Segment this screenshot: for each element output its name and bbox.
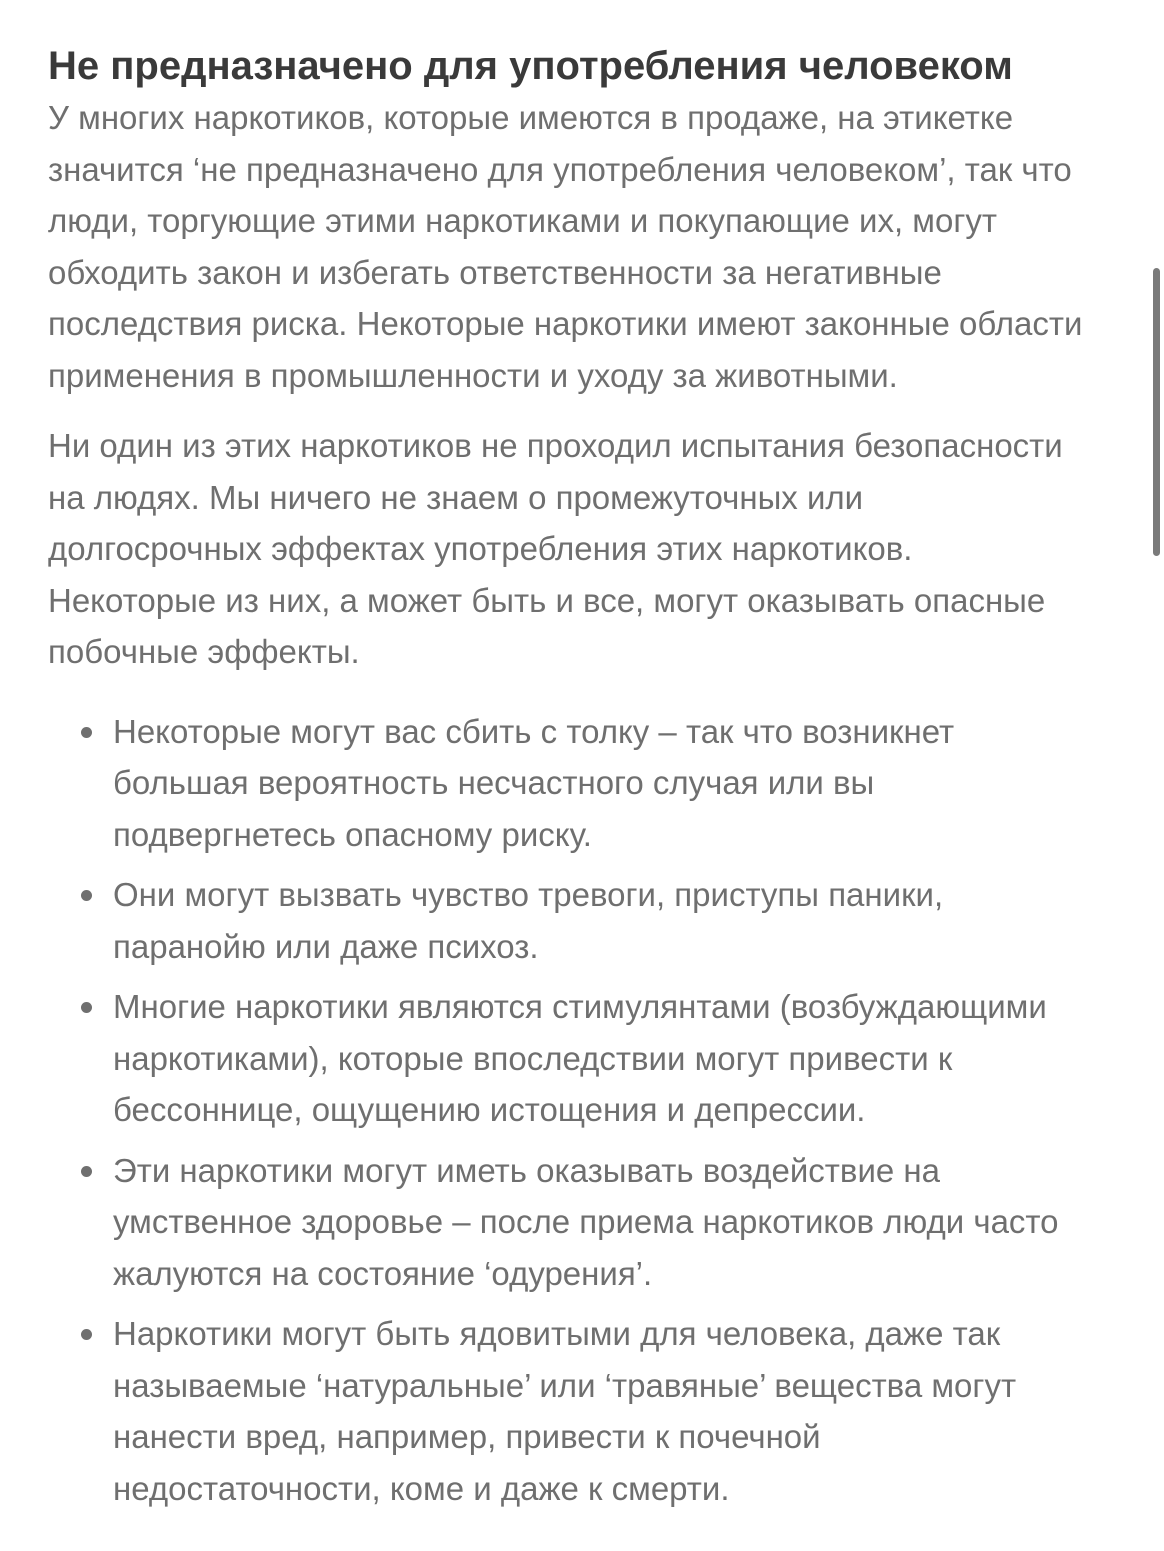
list-item [48, 1145, 1160, 1300]
list-item-line: Наркотики могут быть ядовитыми для человека, даже так [113, 1315, 1001, 1352]
list-item-line: Они могут вызвать чувство тревоги, приступы паники, [113, 876, 944, 913]
list-item [48, 706, 1160, 861]
safety-paragraph [48, 420, 1160, 678]
list-item-line: бессоннице, ощущению истощения и депрессии. [113, 1091, 866, 1128]
list-item-line: нанести вред, например, привести к почечной [113, 1418, 821, 1455]
list-item-line: Эти наркотики могут иметь оказывать воздействие на [113, 1151, 940, 1189]
paragraph-line: значится ‘не предназначено для употребления человеком’, так что [48, 150, 1072, 188]
list-item-line: называемые ‘натуральные’ или ‘травяные’ вещества могут [113, 1366, 1017, 1404]
list-item-line: Некоторые могут вас сбить с толку – так что возникнет [113, 712, 955, 750]
list-item-line: подвергнетесь опасному риску. [113, 815, 592, 853]
list-item-line: Многие наркотики являются стимулянтами (возбуждающими [113, 988, 1047, 1025]
list-item-line: большая вероятность несчастного случая или вы [113, 764, 875, 801]
bullet-icon [81, 1002, 92, 1013]
paragraph-line: побочные эффекты. [48, 633, 360, 670]
article [48, 40, 1160, 1523]
paragraph-line: люди, торгующие этими наркотиками и покупающие их, могут [48, 202, 997, 239]
intro-paragraph [48, 92, 1160, 401]
section-heading: Не предназначено для употребления человеком [48, 44, 1013, 88]
paragraph-line: применения в промышленности и уходу за животными. [48, 356, 898, 394]
paragraph-line: последствия риска. Некоторые наркотики имеют законные области [48, 305, 1083, 342]
bullet-icon [81, 1166, 92, 1177]
list-item [48, 869, 1160, 972]
list-item-line: наркотиками), которые впоследствии могут привести к [113, 1039, 953, 1077]
paragraph-line: У многих наркотиков, которые имеются в продаже, на этикетке [48, 99, 1014, 136]
list-item-line: недостаточности, коме и даже к смерти. [113, 1469, 730, 1507]
list-item [48, 1308, 1160, 1514]
list-item-line: жалуются на состояние ‘одурения’. [113, 1254, 653, 1292]
paragraph-line: Некоторые из них, а может быть и все, могут оказывать опасные [48, 581, 1046, 619]
paragraph-line: обходить закон и избегать ответственности за негативные [48, 253, 942, 291]
bullet-icon [81, 1329, 92, 1340]
vertical-scrollbar[interactable] [1153, 268, 1160, 556]
paragraph-line: на людях. Мы ничего не знаем о промежуточных или [48, 478, 864, 516]
list-item-line: паранойю или даже психоз. [113, 927, 539, 965]
list-item [48, 981, 1160, 1136]
bullet-icon [81, 727, 92, 738]
bullet-icon [81, 890, 92, 901]
paragraph-line: Ни один из этих наркотиков не проходил испытания безопасности [48, 427, 1063, 464]
list-item-line: умственное здоровье – после приема наркотиков люди часто [113, 1203, 1059, 1240]
paragraph-line: долгосрочных эффектах употребления этих наркотиков. [48, 530, 913, 567]
effects-list [48, 706, 1160, 1515]
